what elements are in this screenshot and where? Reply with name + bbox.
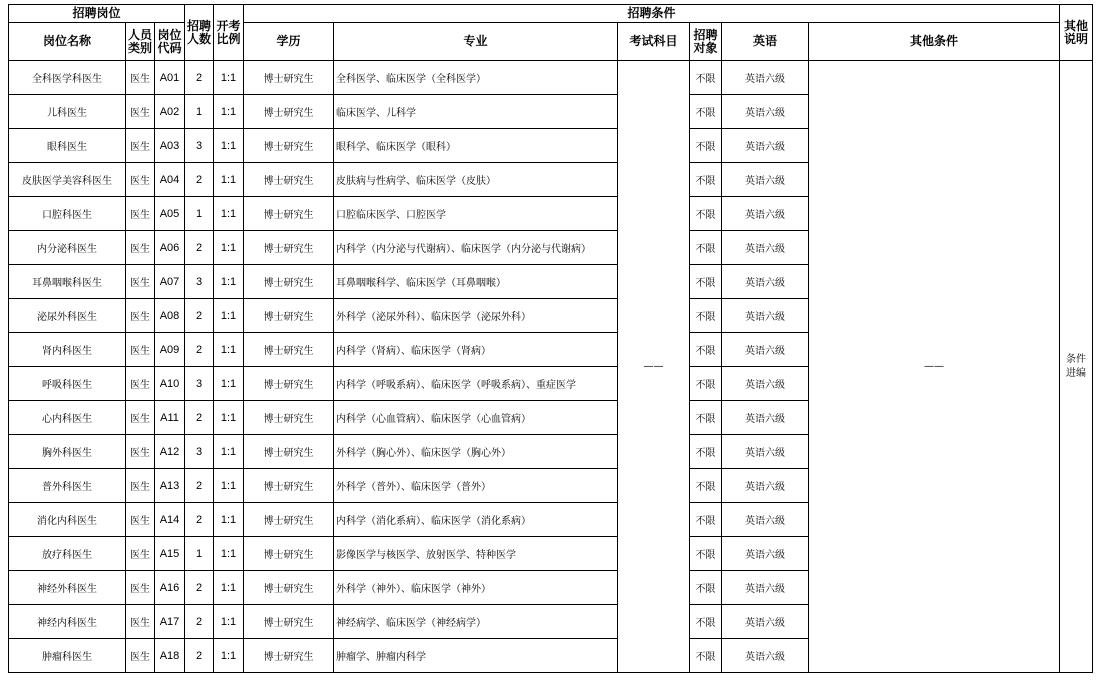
cell-exam-subject-merged xyxy=(618,61,690,673)
cell-exam-ratio: 1:1 xyxy=(214,95,244,129)
cell-english: 英语六级 xyxy=(722,231,809,265)
cell-recruit-count: 2 xyxy=(185,333,214,367)
cell-english: 英语六级 xyxy=(722,571,809,605)
cell-recruit-count: 3 xyxy=(185,435,214,469)
cell-post-name: 呼吸科医生 xyxy=(9,367,126,401)
cell-staff-type: 医生 xyxy=(126,571,155,605)
cell-english: 英语六级 xyxy=(722,197,809,231)
header-recruit-count: 招聘人数 xyxy=(185,5,214,61)
cell-target: 不限 xyxy=(690,333,722,367)
cell-post-code: A03 xyxy=(155,129,185,163)
cell-english: 英语六级 xyxy=(722,333,809,367)
cell-major: 外科学（泌尿外科）、临床医学（泌尿外科） xyxy=(334,299,618,333)
cell-education: 博士研究生 xyxy=(244,299,334,333)
header-exam-ratio: 开考比例 xyxy=(214,5,244,61)
header-post-name: 岗位名称 xyxy=(9,23,126,61)
cell-major: 内科学（心血管病）、临床医学（心血管病） xyxy=(334,401,618,435)
cell-exam-ratio: 1:1 xyxy=(214,435,244,469)
cell-english: 英语六级 xyxy=(722,367,809,401)
cell-post-code: A08 xyxy=(155,299,185,333)
cell-post-name: 眼科医生 xyxy=(9,129,126,163)
cell-target: 不限 xyxy=(690,571,722,605)
cell-recruit-count: 2 xyxy=(185,605,214,639)
cell-other-conditions-merged xyxy=(809,61,1060,673)
cell-english: 英语六级 xyxy=(722,299,809,333)
cell-post-code: A01 xyxy=(155,61,185,95)
header-target: 招聘对象 xyxy=(690,23,722,61)
cell-post-name: 消化内科医生 xyxy=(9,503,126,537)
cell-major: 临床医学、儿科学 xyxy=(334,95,618,129)
cell-staff-type: 医生 xyxy=(126,537,155,571)
cell-exam-ratio: 1:1 xyxy=(214,469,244,503)
cell-education: 博士研究生 xyxy=(244,639,334,673)
cell-recruit-count: 2 xyxy=(185,61,214,95)
table-row xyxy=(9,61,1093,95)
cell-major: 全科医学、临床医学（全科医学） xyxy=(334,61,618,95)
cell-english: 英语六级 xyxy=(722,401,809,435)
cell-education: 博士研究生 xyxy=(244,537,334,571)
cell-major: 内科学（肾病）、临床医学（肾病） xyxy=(334,333,618,367)
cell-post-name: 神经内科医生 xyxy=(9,605,126,639)
cell-post-name: 神经外科医生 xyxy=(9,571,126,605)
cell-recruit-count: 1 xyxy=(185,197,214,231)
cell-post-code: A02 xyxy=(155,95,185,129)
header-major: 专业 xyxy=(334,23,618,61)
cell-education: 博士研究生 xyxy=(244,367,334,401)
cell-recruit-count: 2 xyxy=(185,503,214,537)
cell-education: 博士研究生 xyxy=(244,163,334,197)
cell-post-code: A07 xyxy=(155,265,185,299)
header-staff-type: 人员类别 xyxy=(126,23,155,61)
cell-english: 英语六级 xyxy=(722,435,809,469)
cell-target: 不限 xyxy=(690,401,722,435)
cell-major: 内科学（呼吸系病）、临床医学（呼吸系病）、重症医学 xyxy=(334,367,618,401)
cell-post-code: A18 xyxy=(155,639,185,673)
cell-education: 博士研究生 xyxy=(244,129,334,163)
cell-target: 不限 xyxy=(690,367,722,401)
cell-major: 神经病学、临床医学（神经病学） xyxy=(334,605,618,639)
cell-post-code: A04 xyxy=(155,163,185,197)
cell-staff-type: 医生 xyxy=(126,367,155,401)
cell-recruit-count: 3 xyxy=(185,265,214,299)
cell-target: 不限 xyxy=(690,61,722,95)
cell-target: 不限 xyxy=(690,197,722,231)
cell-education: 博士研究生 xyxy=(244,197,334,231)
cell-exam-ratio: 1:1 xyxy=(214,401,244,435)
group-header-conditions: 招聘条件 xyxy=(244,5,1060,23)
cell-staff-type: 医生 xyxy=(126,265,155,299)
cell-post-name: 儿科医生 xyxy=(9,95,126,129)
cell-english: 英语六级 xyxy=(722,129,809,163)
cell-education: 博士研究生 xyxy=(244,435,334,469)
cell-major: 内科学（内分泌与代谢病）、临床医学（内分泌与代谢病） xyxy=(334,231,618,265)
cell-education: 博士研究生 xyxy=(244,61,334,95)
table-body xyxy=(9,61,1093,673)
cell-post-name: 泌尿外科医生 xyxy=(9,299,126,333)
cell-education: 博士研究生 xyxy=(244,571,334,605)
cell-staff-type: 医生 xyxy=(126,299,155,333)
cell-exam-ratio: 1:1 xyxy=(214,231,244,265)
cell-recruit-count: 2 xyxy=(185,571,214,605)
cell-post-code: A12 xyxy=(155,435,185,469)
cell-exam-ratio: 1:1 xyxy=(214,639,244,673)
cell-post-code: A09 xyxy=(155,333,185,367)
cell-major: 影像医学与核医学、放射医学、特种医学 xyxy=(334,537,618,571)
header-exam-subject: 考试科目 xyxy=(618,23,690,61)
cell-staff-type: 医生 xyxy=(126,639,155,673)
cell-target: 不限 xyxy=(690,163,722,197)
cell-recruit-count: 1 xyxy=(185,537,214,571)
cell-post-name: 口腔科医生 xyxy=(9,197,126,231)
cell-exam-ratio: 1:1 xyxy=(214,299,244,333)
cell-education: 博士研究生 xyxy=(244,265,334,299)
cell-english: 英语六级 xyxy=(722,265,809,299)
cell-exam-ratio: 1:1 xyxy=(214,571,244,605)
cell-education: 博士研究生 xyxy=(244,231,334,265)
header-other-conditions: 其他条件 xyxy=(809,23,1060,61)
cell-english: 英语六级 xyxy=(722,503,809,537)
cell-english: 英语六级 xyxy=(722,537,809,571)
cell-exam-ratio: 1:1 xyxy=(214,265,244,299)
cell-staff-type: 医生 xyxy=(126,163,155,197)
cell-staff-type: 医生 xyxy=(126,503,155,537)
cell-target: 不限 xyxy=(690,95,722,129)
cell-english: 英语六级 xyxy=(722,639,809,673)
cell-staff-type: 医生 xyxy=(126,435,155,469)
cell-target: 不限 xyxy=(690,537,722,571)
cell-staff-type: 医生 xyxy=(126,605,155,639)
cell-staff-type: 医生 xyxy=(126,401,155,435)
cell-recruit-count: 2 xyxy=(185,299,214,333)
cell-major: 耳鼻咽喉科学、临床医学（耳鼻咽喉） xyxy=(334,265,618,299)
cell-exam-ratio: 1:1 xyxy=(214,333,244,367)
cell-post-name: 心内科医生 xyxy=(9,401,126,435)
cell-exam-ratio: 1:1 xyxy=(214,197,244,231)
cell-education: 博士研究生 xyxy=(244,333,334,367)
cell-exam-ratio: 1:1 xyxy=(214,537,244,571)
cell-staff-type: 医生 xyxy=(126,197,155,231)
cell-post-name: 全科医学科医生 xyxy=(9,61,126,95)
cell-recruit-count: 2 xyxy=(185,469,214,503)
cell-exam-ratio: 1:1 xyxy=(214,129,244,163)
cell-exam-ratio: 1:1 xyxy=(214,367,244,401)
cell-post-code: A17 xyxy=(155,605,185,639)
cell-english: 英语六级 xyxy=(722,163,809,197)
cell-post-code: A14 xyxy=(155,503,185,537)
cell-staff-type: 医生 xyxy=(126,333,155,367)
cell-post-name: 肿瘤科医生 xyxy=(9,639,126,673)
cell-education: 博士研究生 xyxy=(244,401,334,435)
cell-exam-ratio: 1:1 xyxy=(214,163,244,197)
cell-major: 眼科学、临床医学（眼科） xyxy=(334,129,618,163)
cell-target: 不限 xyxy=(690,605,722,639)
cell-staff-type: 医生 xyxy=(126,231,155,265)
header-post-code: 岗位代码 xyxy=(155,23,185,61)
cell-english: 英语六级 xyxy=(722,61,809,95)
recruitment-table xyxy=(8,4,1093,673)
dash-exam-subject: —— xyxy=(643,361,664,372)
cell-post-name: 肾内科医生 xyxy=(9,333,126,367)
cell-post-code: A06 xyxy=(155,231,185,265)
cell-post-name: 内分泌科医生 xyxy=(9,231,126,265)
cell-major: 肿瘤学、肿瘤内科学 xyxy=(334,639,618,673)
group-header-position: 招聘岗位 xyxy=(9,5,185,23)
cell-recruit-count: 3 xyxy=(185,129,214,163)
cell-post-code: A16 xyxy=(155,571,185,605)
cell-target: 不限 xyxy=(690,503,722,537)
cell-recruit-count: 2 xyxy=(185,401,214,435)
cell-major: 内科学（消化系病）、临床医学（消化系病） xyxy=(334,503,618,537)
cell-post-code: A10 xyxy=(155,367,185,401)
cell-target: 不限 xyxy=(690,639,722,673)
cell-major: 外科学（普外）、临床医学（普外） xyxy=(334,469,618,503)
cell-english: 英语六级 xyxy=(722,95,809,129)
header-education: 学历 xyxy=(244,23,334,61)
cell-target: 不限 xyxy=(690,299,722,333)
cell-exam-ratio: 1:1 xyxy=(214,61,244,95)
cell-recruit-count: 2 xyxy=(185,231,214,265)
cell-major: 外科学（胸心外）、临床医学（胸心外） xyxy=(334,435,618,469)
cell-recruit-count: 2 xyxy=(185,639,214,673)
cell-post-name: 胸外科医生 xyxy=(9,435,126,469)
cell-education: 博士研究生 xyxy=(244,503,334,537)
cell-recruit-count: 1 xyxy=(185,95,214,129)
cell-exam-ratio: 1:1 xyxy=(214,605,244,639)
cell-exam-ratio: 1:1 xyxy=(214,503,244,537)
cell-recruit-count: 2 xyxy=(185,163,214,197)
cell-post-code: A11 xyxy=(155,401,185,435)
cell-major: 口腔临床医学、口腔医学 xyxy=(334,197,618,231)
cell-major: 外科学（神外）、临床医学（神外） xyxy=(334,571,618,605)
cell-target: 不限 xyxy=(690,231,722,265)
cell-major: 皮肤病与性病学、临床医学（皮肤） xyxy=(334,163,618,197)
cell-target: 不限 xyxy=(690,265,722,299)
cell-target: 不限 xyxy=(690,469,722,503)
cell-education: 博士研究生 xyxy=(244,469,334,503)
cell-staff-type: 医生 xyxy=(126,469,155,503)
header-remarks: 其他说明 xyxy=(1060,5,1093,61)
header-english: 英语 xyxy=(722,23,809,61)
cell-target: 不限 xyxy=(690,129,722,163)
cell-post-name: 普外科医生 xyxy=(9,469,126,503)
remarks-text: 条件进编 xyxy=(1066,353,1086,379)
cell-post-code: A05 xyxy=(155,197,185,231)
cell-staff-type: 医生 xyxy=(126,61,155,95)
cell-post-name: 耳鼻咽喉科医生 xyxy=(9,265,126,299)
cell-remarks-merged xyxy=(1060,61,1093,673)
cell-post-code: A15 xyxy=(155,537,185,571)
cell-english: 英语六级 xyxy=(722,469,809,503)
cell-education: 博士研究生 xyxy=(244,95,334,129)
cell-staff-type: 医生 xyxy=(126,95,155,129)
cell-staff-type: 医生 xyxy=(126,129,155,163)
cell-recruit-count: 3 xyxy=(185,367,214,401)
dash-other-conditions: —— xyxy=(924,361,944,372)
cell-target: 不限 xyxy=(690,435,722,469)
cell-post-code: A13 xyxy=(155,469,185,503)
cell-post-name: 放疗科医生 xyxy=(9,537,126,571)
cell-post-name: 皮肤医学美容科医生 xyxy=(9,163,126,197)
cell-education: 博士研究生 xyxy=(244,605,334,639)
cell-english: 英语六级 xyxy=(722,605,809,639)
